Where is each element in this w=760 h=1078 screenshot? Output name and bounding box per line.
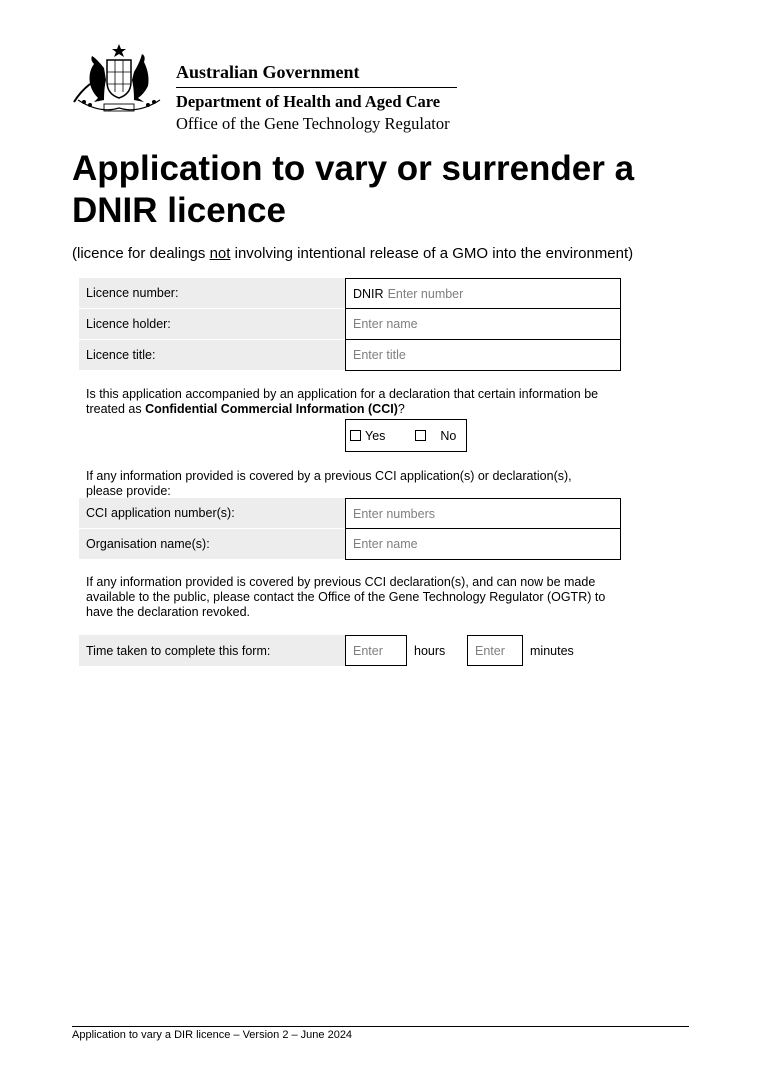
subtitle-before: (licence for dealings: [72, 245, 210, 262]
licence-holder-label: Licence holder:: [79, 309, 345, 340]
organisation-name-field[interactable]: [345, 529, 621, 560]
revocation-note: If any information provided is covered by previous CCI declaration(s), and can now be made available to the public, please contact the Office of the Gene Technology Regulator (OGTR) to have the declaration revoked.: [86, 575, 606, 619]
footer-text: Application to vary a DIR licence – Version 2 – June 2024: [72, 1029, 353, 1041]
cci-question-end: ?: [397, 402, 405, 416]
licence-title-placeholder: Enter title: [353, 348, 406, 362]
licence-holder-row: [79, 309, 621, 340]
licence-details-table: [79, 278, 621, 371]
cci-question: [86, 387, 626, 417]
organisation-name-row: [79, 529, 621, 560]
organisation-name-label: Organisation name(s):: [79, 529, 345, 560]
licence-number-placeholder: Enter number: [387, 286, 464, 301]
licence-title-field[interactable]: [345, 340, 621, 371]
previous-cci-intro: If any information provided is covered by a previous CCI application(s) or declaration(s), please provide:: [86, 469, 572, 498]
organisation-name-placeholder: Enter name: [353, 537, 418, 551]
hours-unit: hours: [414, 643, 446, 658]
cci-number-row: [79, 498, 621, 529]
no-option[interactable]: [415, 429, 456, 443]
minutes-unit: minutes: [530, 643, 574, 658]
yes-checkbox[interactable]: [350, 430, 361, 441]
minutes-placeholder: Enter: [475, 643, 505, 658]
hours-field[interactable]: [345, 635, 407, 666]
no-checkbox[interactable]: [415, 430, 426, 441]
page-subtitle: [72, 245, 633, 262]
yes-label: Yes: [365, 428, 386, 443]
cci-question-bold: Confidential Commercial Information (CCI): [145, 402, 398, 416]
cci-question-text: Is this application accompanied by an application for a declaration that certain information be treated as: [86, 387, 599, 416]
cci-number-placeholder: Enter numbers: [353, 506, 435, 521]
licence-title-row: [79, 340, 621, 371]
cci-number-label: CCI application number(s):: [79, 498, 345, 529]
cci-number-field[interactable]: [345, 498, 621, 529]
previous-cci-table: [79, 498, 621, 560]
licence-number-field[interactable]: [345, 278, 621, 309]
hours-placeholder: Enter: [353, 643, 383, 658]
office-name: Office of the Gene Technology Regulator: [176, 114, 450, 133]
subtitle-emphasis: not: [209, 245, 231, 262]
government-name: Australian Government: [176, 62, 360, 82]
minutes-field[interactable]: [467, 635, 523, 666]
licence-holder-placeholder: Enter name: [353, 317, 418, 331]
no-label: No: [440, 428, 457, 443]
coat-of-arms-icon: [70, 42, 168, 116]
licence-number-row: [79, 278, 621, 309]
cci-yes-no-box: [345, 419, 467, 452]
yes-option[interactable]: [350, 429, 385, 443]
licence-title-label: Licence title:: [79, 340, 345, 371]
licence-number-prefix: DNIR: [353, 286, 384, 301]
subtitle-after: involving intentional release of a GMO into the environment): [230, 245, 634, 262]
footer-divider: [72, 1026, 689, 1027]
page-title: Application to vary or surrender a DNIR licence: [72, 149, 635, 230]
licence-number-label: Licence number:: [79, 278, 345, 309]
licence-holder-field[interactable]: [345, 309, 621, 340]
department-name: Department of Health and Aged Care: [176, 92, 441, 111]
time-taken-label: Time taken to complete this form:: [79, 635, 345, 666]
header-divider: [176, 87, 457, 88]
time-taken-row: [79, 635, 599, 666]
